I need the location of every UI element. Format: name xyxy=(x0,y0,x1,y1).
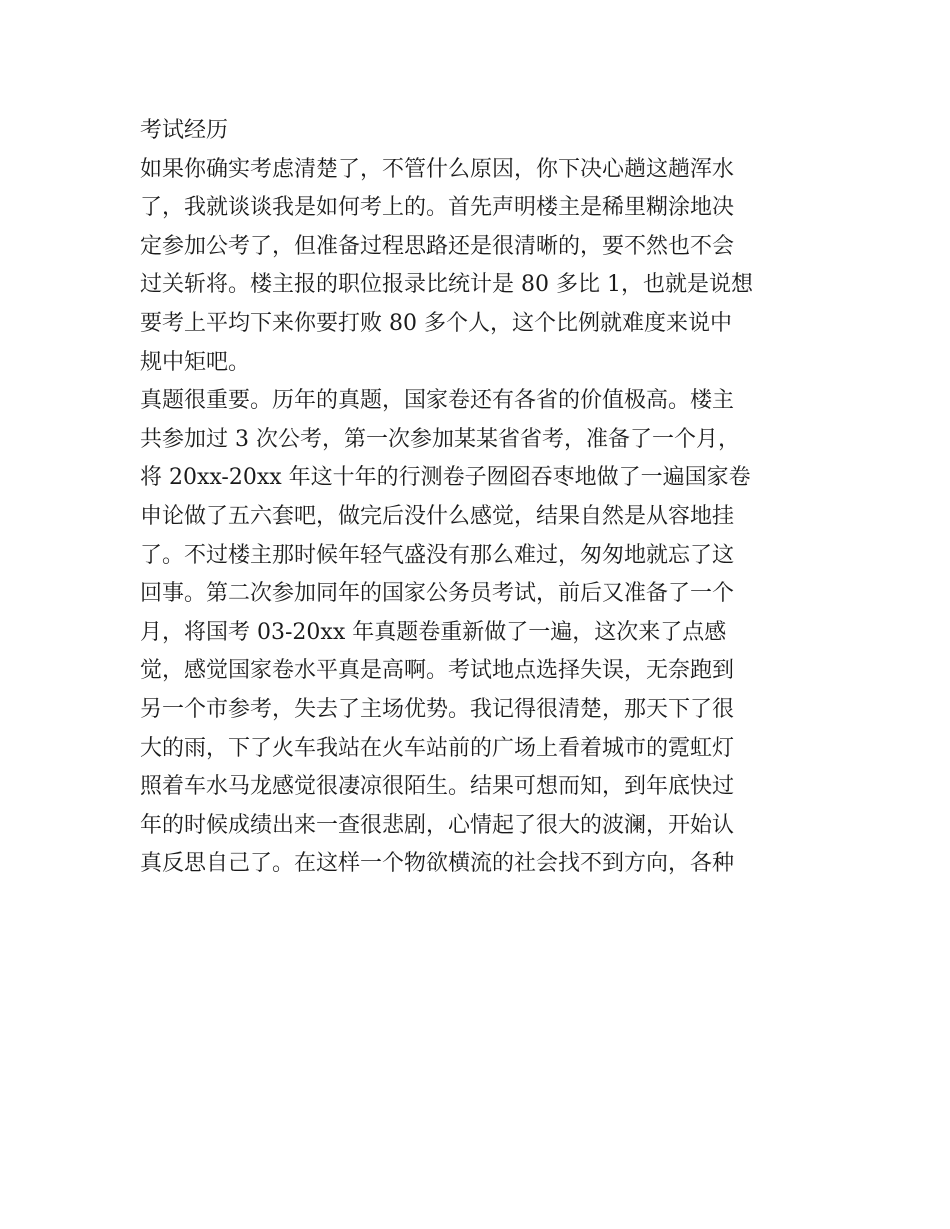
text-line: 回事。第二次参加同年的国家公务员考试，前后又准备了一个 xyxy=(140,581,735,607)
text-line: 过关斩将。楼主报的职位报录比统计是 80 多比 1，也就是说想 xyxy=(140,272,753,298)
text-line: 申论做了五六套吧，做完后没什么感觉，结果自然是从容地挂 xyxy=(140,503,735,529)
text-line: 年的时候成绩出来一查很悲剧，心情起了很大的波澜，开始认 xyxy=(140,812,735,838)
text-line: 了，我就谈谈我是如何考上的。首先声明楼主是稀里糊涂地决 xyxy=(140,195,735,221)
text-line: 共参加过 3 次公考，第一次参加某某省省考，准备了一个月， xyxy=(140,426,740,452)
text-line: 另一个市参考，失去了主场优势。我记得很清楚，那天下了很 xyxy=(140,696,735,722)
text-line: 规中矩吧。 xyxy=(140,349,251,375)
text-line: 真题很重要。历年的真题，国家卷还有各省的价值极高。楼主 xyxy=(140,388,735,414)
text-line: 如果你确实考虑清楚了，不管什么原因，你下决心趟这趟浑水 xyxy=(140,156,735,182)
text-line: 了。不过楼主那时候年轻气盛没有那么难过，匆匆地就忘了这 xyxy=(140,542,735,568)
text-line: 真反思自己了。在这样一个物欲横流的社会找不到方向，各种 xyxy=(140,851,735,877)
text-line: 要考上平均下来你要打败 80 多个人，这个比例就难度来说中 xyxy=(140,310,732,336)
document-title: 考试经历 xyxy=(140,118,229,143)
text-line: 将 20xx-20xx 年这十年的行测卷子囫囵吞枣地做了一遍国家卷 xyxy=(140,465,751,491)
text-line: 大的雨，下了火车我站在火车站前的广场上看着城市的霓虹灯 xyxy=(140,735,735,761)
text-line: 定参加公考了，但准备过程思路还是很清晰的，要不然也不会 xyxy=(140,233,735,259)
text-line: 觉，感觉国家卷水平真是高啊。考试地点选择失误，无奈跑到 xyxy=(140,658,735,684)
document-body xyxy=(140,112,820,884)
text-line: 照着车水马龙感觉很凄凉很陌生。结果可想而知，到年底快过 xyxy=(140,774,735,800)
text-line: 月，将国考 03-20xx 年真题卷重新做了一遍，这次来了点感 xyxy=(140,619,727,645)
